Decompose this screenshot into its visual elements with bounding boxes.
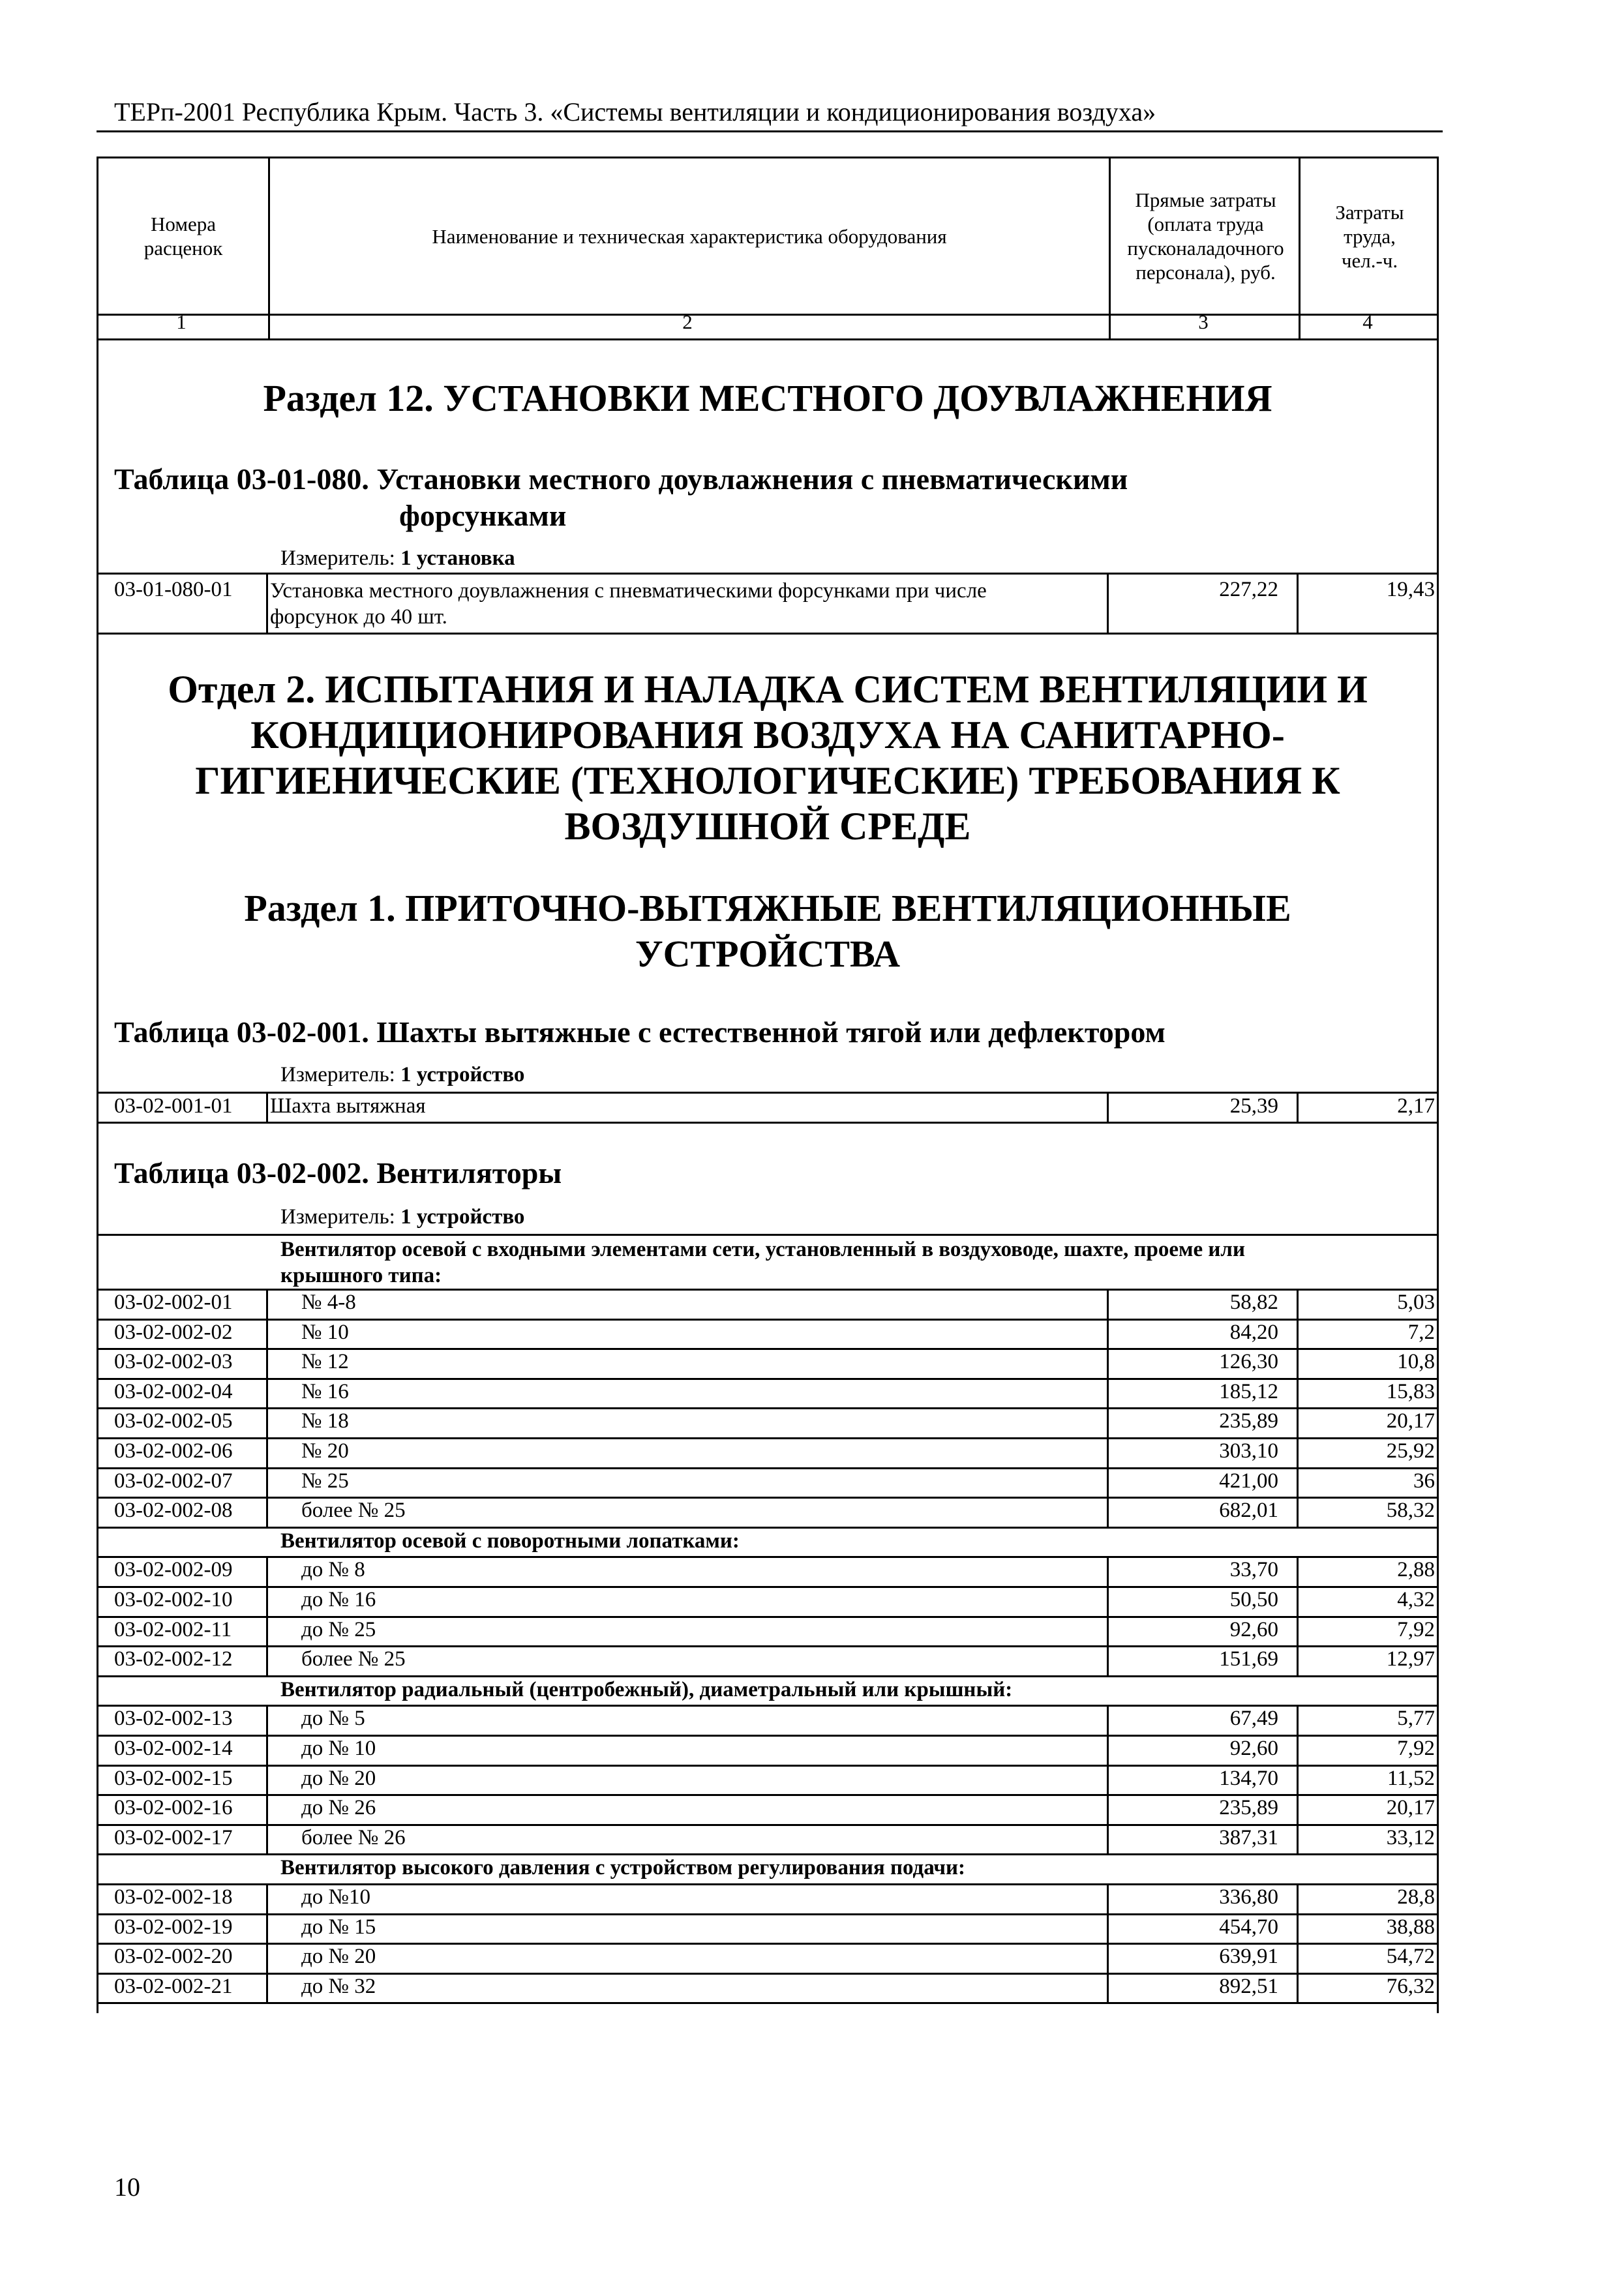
row-cost: 84,20 <box>1229 1320 1278 1344</box>
row-name: до № 16 <box>301 1588 376 1611</box>
col-divider <box>266 1497 268 1527</box>
col-divider <box>1297 1319 1299 1349</box>
dept-2-title-line: Отдел 2. ИСПЫТАНИЯ И НАЛАДКА СИСТЕМ ВЕНТИЛЯЦИИ И <box>168 668 1368 711</box>
col-number-1: 1 <box>176 310 187 333</box>
row-divider <box>97 1092 1439 1094</box>
row-cost: 126,30 <box>1219 1350 1278 1374</box>
row-name-line: Установка местного доувлажнения с пневматическими форсунками при числе <box>270 579 987 603</box>
group-heading <box>280 1236 1245 1289</box>
row-cost: 185,12 <box>1219 1379 1278 1403</box>
col-divider <box>1107 1437 1109 1467</box>
row-code: 03-02-002-19 <box>114 1915 233 1939</box>
col-divider <box>1297 1824 1299 1854</box>
row-name: № 25 <box>301 1469 349 1493</box>
col-divider <box>266 1735 268 1765</box>
row-name: № 10 <box>301 1320 349 1344</box>
row-cost: 421,00 <box>1219 1469 1278 1493</box>
col-divider <box>266 1943 268 1973</box>
row-labor: 2,17 <box>1397 1094 1435 1118</box>
row-name: № 12 <box>301 1350 349 1374</box>
row-labor: 11,52 <box>1387 1766 1435 1790</box>
col-divider <box>266 1765 268 1795</box>
frame-right <box>1437 339 1439 2013</box>
col-header-1: Номера расценок <box>143 213 223 260</box>
row-code: 03-02-002-04 <box>114 1379 233 1403</box>
row-code: 03-02-002-03 <box>114 1350 233 1374</box>
row-name: до № 32 <box>301 1974 376 1998</box>
row-name: более № 25 <box>301 1499 406 1523</box>
row-cost: 235,89 <box>1219 1409 1278 1433</box>
col-divider <box>266 1289 268 1319</box>
row-code: 03-02-002-10 <box>114 1588 233 1611</box>
col-divider <box>1297 1645 1299 1675</box>
row-code: 03-02-002-07 <box>114 1469 233 1493</box>
col-divider <box>266 1407 268 1437</box>
col-divider <box>266 1586 268 1616</box>
col-divider <box>266 1378 268 1408</box>
row-cost: 67,49 <box>1229 1707 1278 1731</box>
col-divider <box>1107 1467 1109 1497</box>
col-divider <box>1107 1645 1109 1675</box>
col-divider <box>1107 1616 1109 1646</box>
row-cost: 25,39 <box>1229 1094 1278 1118</box>
row-name: Шахта вытяжная <box>270 1094 426 1118</box>
col-divider <box>1107 1378 1109 1408</box>
table-080-title: Таблица 03-01-080. Установки местного доувлажнения с пневматическими <box>114 462 1128 496</box>
measure-unit: 1 устройство <box>400 1205 525 1229</box>
col-divider <box>1107 1765 1109 1795</box>
page-number: 10 <box>114 2172 140 2202</box>
row-cost: 892,51 <box>1219 1974 1278 1998</box>
section-1-title-line: УСТРОЙСТВА <box>635 933 900 975</box>
row-divider <box>97 573 1439 575</box>
row-cost: 151,69 <box>1219 1647 1278 1671</box>
frame-left <box>97 339 98 2013</box>
row-cost: 303,10 <box>1219 1439 1278 1463</box>
section-1-title-line: Раздел 1. ПРИТОЧНО-ВЫТЯЖНЫЕ ВЕНТИЛЯЦИОННЫЕ <box>244 887 1291 929</box>
group-heading-line: крышного типа: <box>280 1264 442 1287</box>
measure-unit: 1 устройство <box>400 1063 525 1086</box>
row-labor: 20,17 <box>1386 1796 1435 1820</box>
row-code: 03-02-002-11 <box>114 1617 232 1641</box>
col-divider <box>266 1794 268 1824</box>
dept-2-title-line: ГИГИЕНИЧЕСКИЕ (ТЕХНОЛОГИЧЕСКИЕ) ТРЕБОВАНИЯ К <box>195 759 1340 802</box>
measure-label: Измеритель: <box>280 1205 395 1229</box>
row-cost: 92,60 <box>1229 1737 1278 1760</box>
col-divider <box>1297 1973 1299 2003</box>
row-name: до № 10 <box>301 1737 376 1760</box>
table-001-measure <box>280 1062 524 1088</box>
row-code: 03-02-002-13 <box>114 1707 233 1731</box>
row-labor: 15,83 <box>1386 1379 1435 1403</box>
col-divider <box>1297 1289 1299 1319</box>
row-name-line: форсунок до 40 шт. <box>270 605 447 629</box>
col-header-2: Наименование и техническая характеристика оборудования <box>432 224 947 248</box>
col-divider <box>1297 1092 1299 1122</box>
row-code: 03-02-002-12 <box>114 1647 233 1671</box>
row-code: 03-02-002-21 <box>114 1974 233 1998</box>
col-divider <box>1297 1586 1299 1616</box>
row-labor: 2,88 <box>1397 1558 1435 1582</box>
row-code: 03-02-002-09 <box>114 1558 233 1582</box>
col-divider <box>1297 1705 1299 1735</box>
row-code: 03-02-002-08 <box>114 1499 233 1523</box>
row-name: № 4-8 <box>301 1291 356 1314</box>
col-divider <box>266 1616 268 1646</box>
row-divider <box>97 2002 1439 2004</box>
col-divider <box>1107 1913 1109 1943</box>
col-divider <box>1297 1407 1299 1437</box>
row-name <box>270 578 987 630</box>
row-name: № 20 <box>301 1439 349 1463</box>
col-divider <box>1297 1883 1299 1913</box>
row-labor: 7,92 <box>1397 1617 1435 1641</box>
col-divider <box>1297 1556 1299 1586</box>
col-divider <box>266 1348 268 1378</box>
col-divider <box>266 1645 268 1675</box>
row-labor: 19,43 <box>1386 578 1435 601</box>
col-divider <box>1107 1348 1109 1378</box>
row-code: 03-02-002-06 <box>114 1439 233 1463</box>
measure-label: Измеритель: <box>280 1063 395 1086</box>
row-cost: 227,22 <box>1219 578 1278 601</box>
col-divider <box>1107 573 1109 633</box>
col-divider <box>1107 1092 1109 1122</box>
row-cost: 33,70 <box>1229 1558 1278 1582</box>
col-divider <box>1107 1883 1109 1913</box>
col-divider <box>266 1467 268 1497</box>
row-cost: 50,50 <box>1229 1588 1278 1611</box>
row-code: 03-02-002-01 <box>114 1291 233 1314</box>
header-rule <box>97 130 1443 132</box>
table-080-title-cont: форсунками <box>399 499 567 532</box>
row-cost: 235,89 <box>1219 1796 1278 1820</box>
col-divider <box>266 1913 268 1943</box>
col-divider <box>266 1705 268 1735</box>
col-divider <box>1297 573 1299 633</box>
col-divider <box>1107 1794 1109 1824</box>
row-code: 03-02-002-05 <box>114 1409 233 1433</box>
row-labor: 12,97 <box>1386 1647 1435 1671</box>
col-divider <box>1297 1913 1299 1943</box>
table-080-measure <box>280 545 515 571</box>
group-heading-line: Вентилятор осевой с входными элементами сети, установленный в воздуховоде, шахте, проеме или <box>280 1238 1245 1261</box>
section-12-title: Раздел 12. УСТАНОВКИ МЕСТНОГО ДОУВЛАЖНЕНИЯ <box>263 377 1272 419</box>
row-labor: 38,88 <box>1386 1915 1435 1939</box>
col-divider <box>1107 1586 1109 1616</box>
col-divider <box>266 1319 268 1349</box>
measure-label: Измеритель: <box>280 546 395 570</box>
row-cost: 639,91 <box>1219 1945 1278 1969</box>
col-header-4: Затраты труда, чел.-ч. <box>1335 200 1404 272</box>
row-labor: 25,92 <box>1386 1439 1435 1463</box>
col-divider <box>1107 1735 1109 1765</box>
row-code: 03-02-002-16 <box>114 1796 233 1820</box>
row-name: до № 5 <box>301 1707 365 1731</box>
row-cost: 58,82 <box>1229 1291 1278 1314</box>
table-002-measure <box>280 1204 524 1230</box>
row-cost: 92,60 <box>1229 1617 1278 1641</box>
row-cost: 387,31 <box>1219 1825 1278 1849</box>
row-labor: 20,17 <box>1386 1409 1435 1433</box>
row-labor: 7,2 <box>1407 1320 1435 1344</box>
row-labor: 4,32 <box>1397 1588 1435 1611</box>
table-001-title: Таблица 03-02-001. Шахты вытяжные с естественной тягой или дефлектором <box>114 1015 1165 1049</box>
running-header: ТЕРп-2001 Республика Крым. Часть 3. «Системы вентиляции и кондиционирования воздуха» <box>114 97 1156 127</box>
col-divider <box>1107 1705 1109 1735</box>
row-name: до № 15 <box>301 1915 376 1939</box>
row-name: более № 26 <box>301 1825 406 1849</box>
col-divider <box>1107 1556 1109 1586</box>
row-code: 03-02-002-02 <box>114 1320 233 1344</box>
col-divider <box>266 573 268 633</box>
col-header-3: Прямые затраты (оплата труда пусконаладочного персонала), руб. <box>1127 188 1284 284</box>
row-labor: 7,92 <box>1397 1737 1435 1760</box>
row-labor: 5,77 <box>1397 1707 1435 1731</box>
dept-2-title-line: ВОЗДУШНОЙ СРЕДЕ <box>564 805 971 848</box>
row-name: до № 20 <box>301 1945 376 1969</box>
col-divider <box>1107 1943 1109 1973</box>
row-code: 03-01-080-01 <box>114 578 233 601</box>
col-divider <box>1297 1378 1299 1408</box>
col-divider <box>266 1973 268 2003</box>
measure-unit: 1 установка <box>400 546 515 570</box>
row-name: № 16 <box>301 1379 349 1403</box>
col-divider <box>1297 1348 1299 1378</box>
col-divider <box>1107 1407 1109 1437</box>
col-number-2: 2 <box>682 310 693 333</box>
row-name: до № 25 <box>301 1617 376 1641</box>
row-name: до № 20 <box>301 1766 376 1790</box>
row-labor: 76,32 <box>1386 1974 1435 1998</box>
row-labor: 5,03 <box>1397 1291 1435 1314</box>
group-heading: Вентилятор высокого давления с устройством регулирования подачи: <box>280 1856 966 1880</box>
row-code: 03-02-002-18 <box>114 1885 233 1909</box>
table-002-title: Таблица 03-02-002. Вентиляторы <box>114 1156 562 1189</box>
col-divider <box>266 1437 268 1467</box>
row-cost: 134,70 <box>1219 1766 1278 1790</box>
row-code: 03-02-002-17 <box>114 1825 233 1849</box>
col-divider <box>1107 1497 1109 1527</box>
row-code: 03-02-002-15 <box>114 1766 233 1790</box>
row-name: № 18 <box>301 1409 349 1433</box>
col-divider <box>1297 1467 1299 1497</box>
row-divider <box>97 1122 1439 1124</box>
row-name: до №10 <box>301 1885 371 1909</box>
row-labor: 33,12 <box>1386 1825 1435 1849</box>
col-divider <box>1297 1616 1299 1646</box>
row-labor: 36 <box>1413 1469 1435 1493</box>
row-code: 03-02-001-01 <box>114 1094 233 1118</box>
col-number-4: 4 <box>1362 310 1373 333</box>
col-divider <box>1107 1824 1109 1854</box>
col-divider <box>1297 1794 1299 1824</box>
row-code: 03-02-002-14 <box>114 1737 233 1760</box>
col-divider <box>1297 1497 1299 1527</box>
col-number-3: 3 <box>1198 310 1209 333</box>
row-divider <box>97 1234 1439 1236</box>
col-divider <box>266 1556 268 1586</box>
row-labor: 28,8 <box>1397 1885 1435 1909</box>
row-cost: 454,70 <box>1219 1915 1278 1939</box>
col-divider <box>266 1092 268 1122</box>
row-labor: 10,8 <box>1397 1350 1435 1374</box>
col-divider <box>1107 1973 1109 2003</box>
col-divider <box>1297 1943 1299 1973</box>
group-heading: Вентилятор радиальный (центробежный), диаметральный или крышный: <box>280 1677 1013 1701</box>
col-divider <box>1297 1735 1299 1765</box>
col-divider <box>1107 1289 1109 1319</box>
row-name: до № 8 <box>301 1558 365 1582</box>
col-divider <box>1107 1319 1109 1349</box>
dept-2-title-line: КОНДИЦИОНИРОВАНИЯ ВОЗДУХА НА САНИТАРНО- <box>250 713 1285 756</box>
row-name: более № 25 <box>301 1647 406 1671</box>
col-divider <box>1297 1765 1299 1795</box>
col-divider <box>266 1883 268 1913</box>
row-labor: 58,32 <box>1386 1499 1435 1523</box>
row-name: до № 26 <box>301 1796 376 1820</box>
group-heading: Вентилятор осевой с поворотными лопатками: <box>280 1529 740 1553</box>
col-divider <box>266 1824 268 1854</box>
row-cost: 336,80 <box>1219 1885 1278 1909</box>
row-code: 03-02-002-20 <box>114 1945 233 1969</box>
row-labor: 54,72 <box>1386 1945 1435 1969</box>
row-cost: 682,01 <box>1219 1499 1278 1523</box>
col-divider <box>1297 1437 1299 1467</box>
row-divider <box>97 633 1439 635</box>
